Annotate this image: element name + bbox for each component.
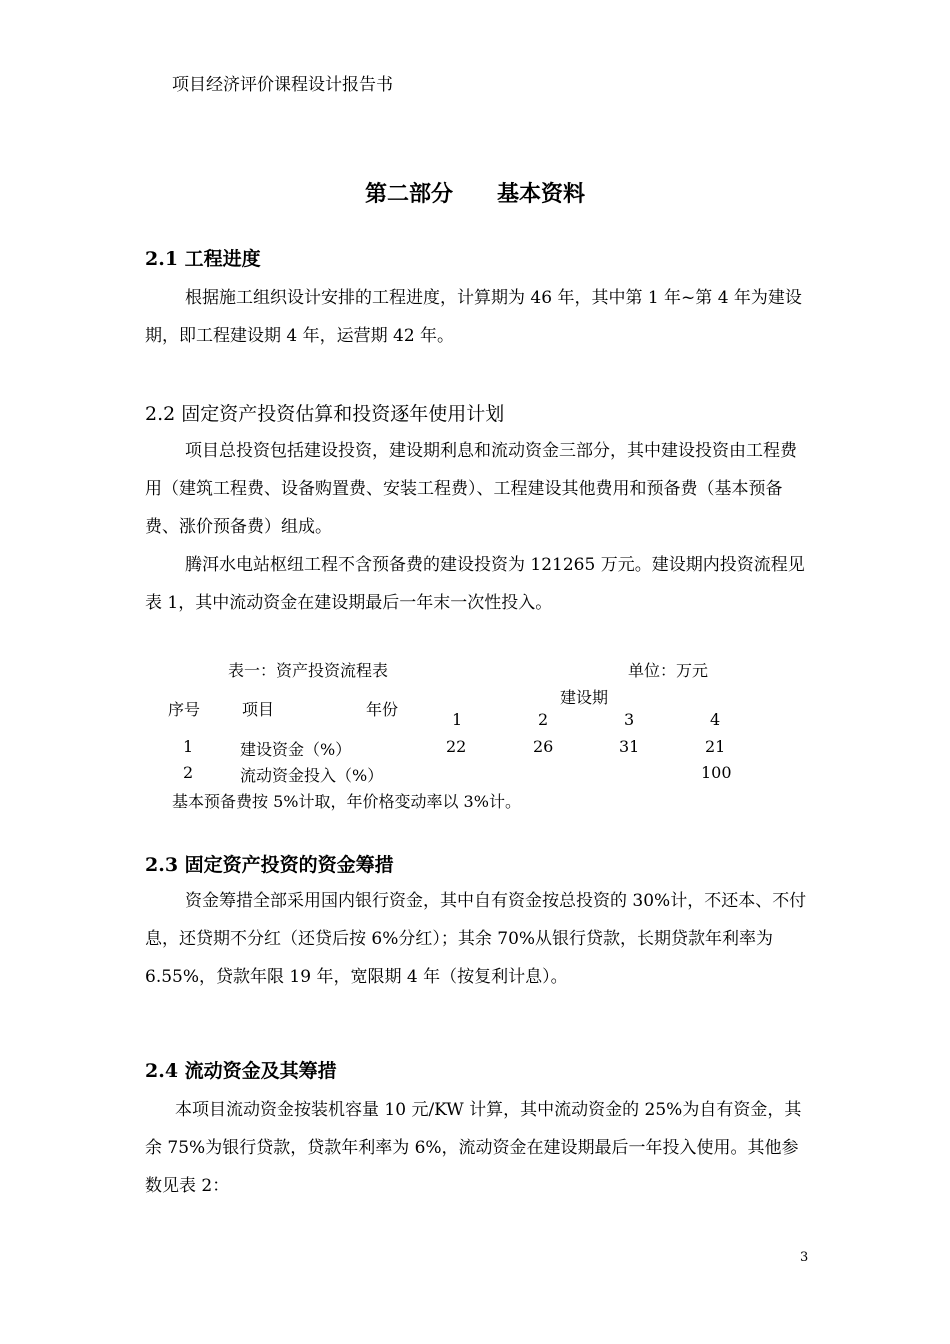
table-cell-seq: 1 — [183, 737, 194, 756]
table-year-header: 4 — [710, 710, 721, 729]
table-year-header: 2 — [538, 710, 549, 729]
table-year-header: 3 — [624, 710, 635, 729]
paragraph: 根据施工组织设计安排的工程进度，计算期为 46 年，其中第 1 年~第 4 年为建设期，即工程建设期 4 年，运营期 42 年。 — [145, 288, 802, 346]
section-2-1-heading: 2.1 工程进度 — [145, 248, 261, 270]
paragraph: 资金筹措全部采用国内银行资金，其中自有资金按总投资的 30%计，不还本、不付息，还贷期不分红（还贷后按 6%分红）；其余 70%从银行贷款，长期贷款年利率为 6.55%，贷款年限 19 年，宽限期 4 年（按复利计息）。 — [145, 891, 807, 987]
section-2-4-body — [145, 1091, 810, 1205]
table-note: 基本预备费按 5%计取，年价格变动率以 3%计。 — [172, 792, 521, 811]
running-header: 项目经济评价课程设计报告书 — [172, 75, 393, 95]
section-2-3-body — [145, 882, 810, 996]
table-col-item: 项目 — [242, 700, 275, 719]
table-cell-item: 建设资金（%） — [240, 740, 352, 759]
section-2-4-heading: 2.4 流动资金及其筹措 — [145, 1060, 337, 1082]
section-2-1-body — [145, 279, 810, 355]
table-cell-value: 100 — [701, 763, 732, 782]
table-col-year: 年份 — [366, 700, 399, 719]
paragraph: 腾洱水电站枢纽工程不含预备费的建设投资为 121265 万元。建设期内投资流程见表 1，其中流动资金在建设期最后一年末一次性投入。 — [145, 555, 805, 613]
section-2-3-heading: 2.3 固定资产投资的资金筹措 — [145, 854, 394, 876]
table-cell-value: 26 — [533, 737, 554, 756]
section-2-2-body — [145, 432, 810, 622]
paragraph: 本项目流动资金按装机容量 10 元/KW 计算，其中流动资金的 25%为自有资金，其余 75%为银行贷款，贷款年利率为 6%，流动资金在建设期最后一年投入使用。其他参数见表 2： — [145, 1100, 802, 1196]
section-2-2-heading: 2.2 固定资产投资估算和投资逐年使用计划 — [145, 403, 505, 425]
table-year-header: 1 — [452, 710, 463, 729]
part-title: 第二部分 基本资料 — [364, 181, 585, 207]
table-cell-item: 流动资金投入（%） — [240, 766, 384, 785]
table-cell-value: 31 — [619, 737, 640, 756]
table-group-label: 建设期 — [560, 688, 609, 707]
page-number: 3 — [800, 1250, 809, 1265]
table-cell-seq: 2 — [183, 763, 194, 782]
table-caption: 表一：资产投资流程表 — [228, 661, 389, 680]
table-col-seq: 序号 — [168, 700, 201, 719]
table-unit: 单位：万元 — [628, 661, 709, 680]
table-cell-value: 21 — [705, 737, 726, 756]
table-cell-value: 22 — [446, 737, 467, 756]
paragraph: 项目总投资包括建设投资，建设期利息和流动资金三部分，其中建设投资由工程费用（建筑工程费、设备购置费、安装工程费）、工程建设其他费用和预备费（基本预备费、涨价预备费）组成。 — [145, 441, 797, 537]
